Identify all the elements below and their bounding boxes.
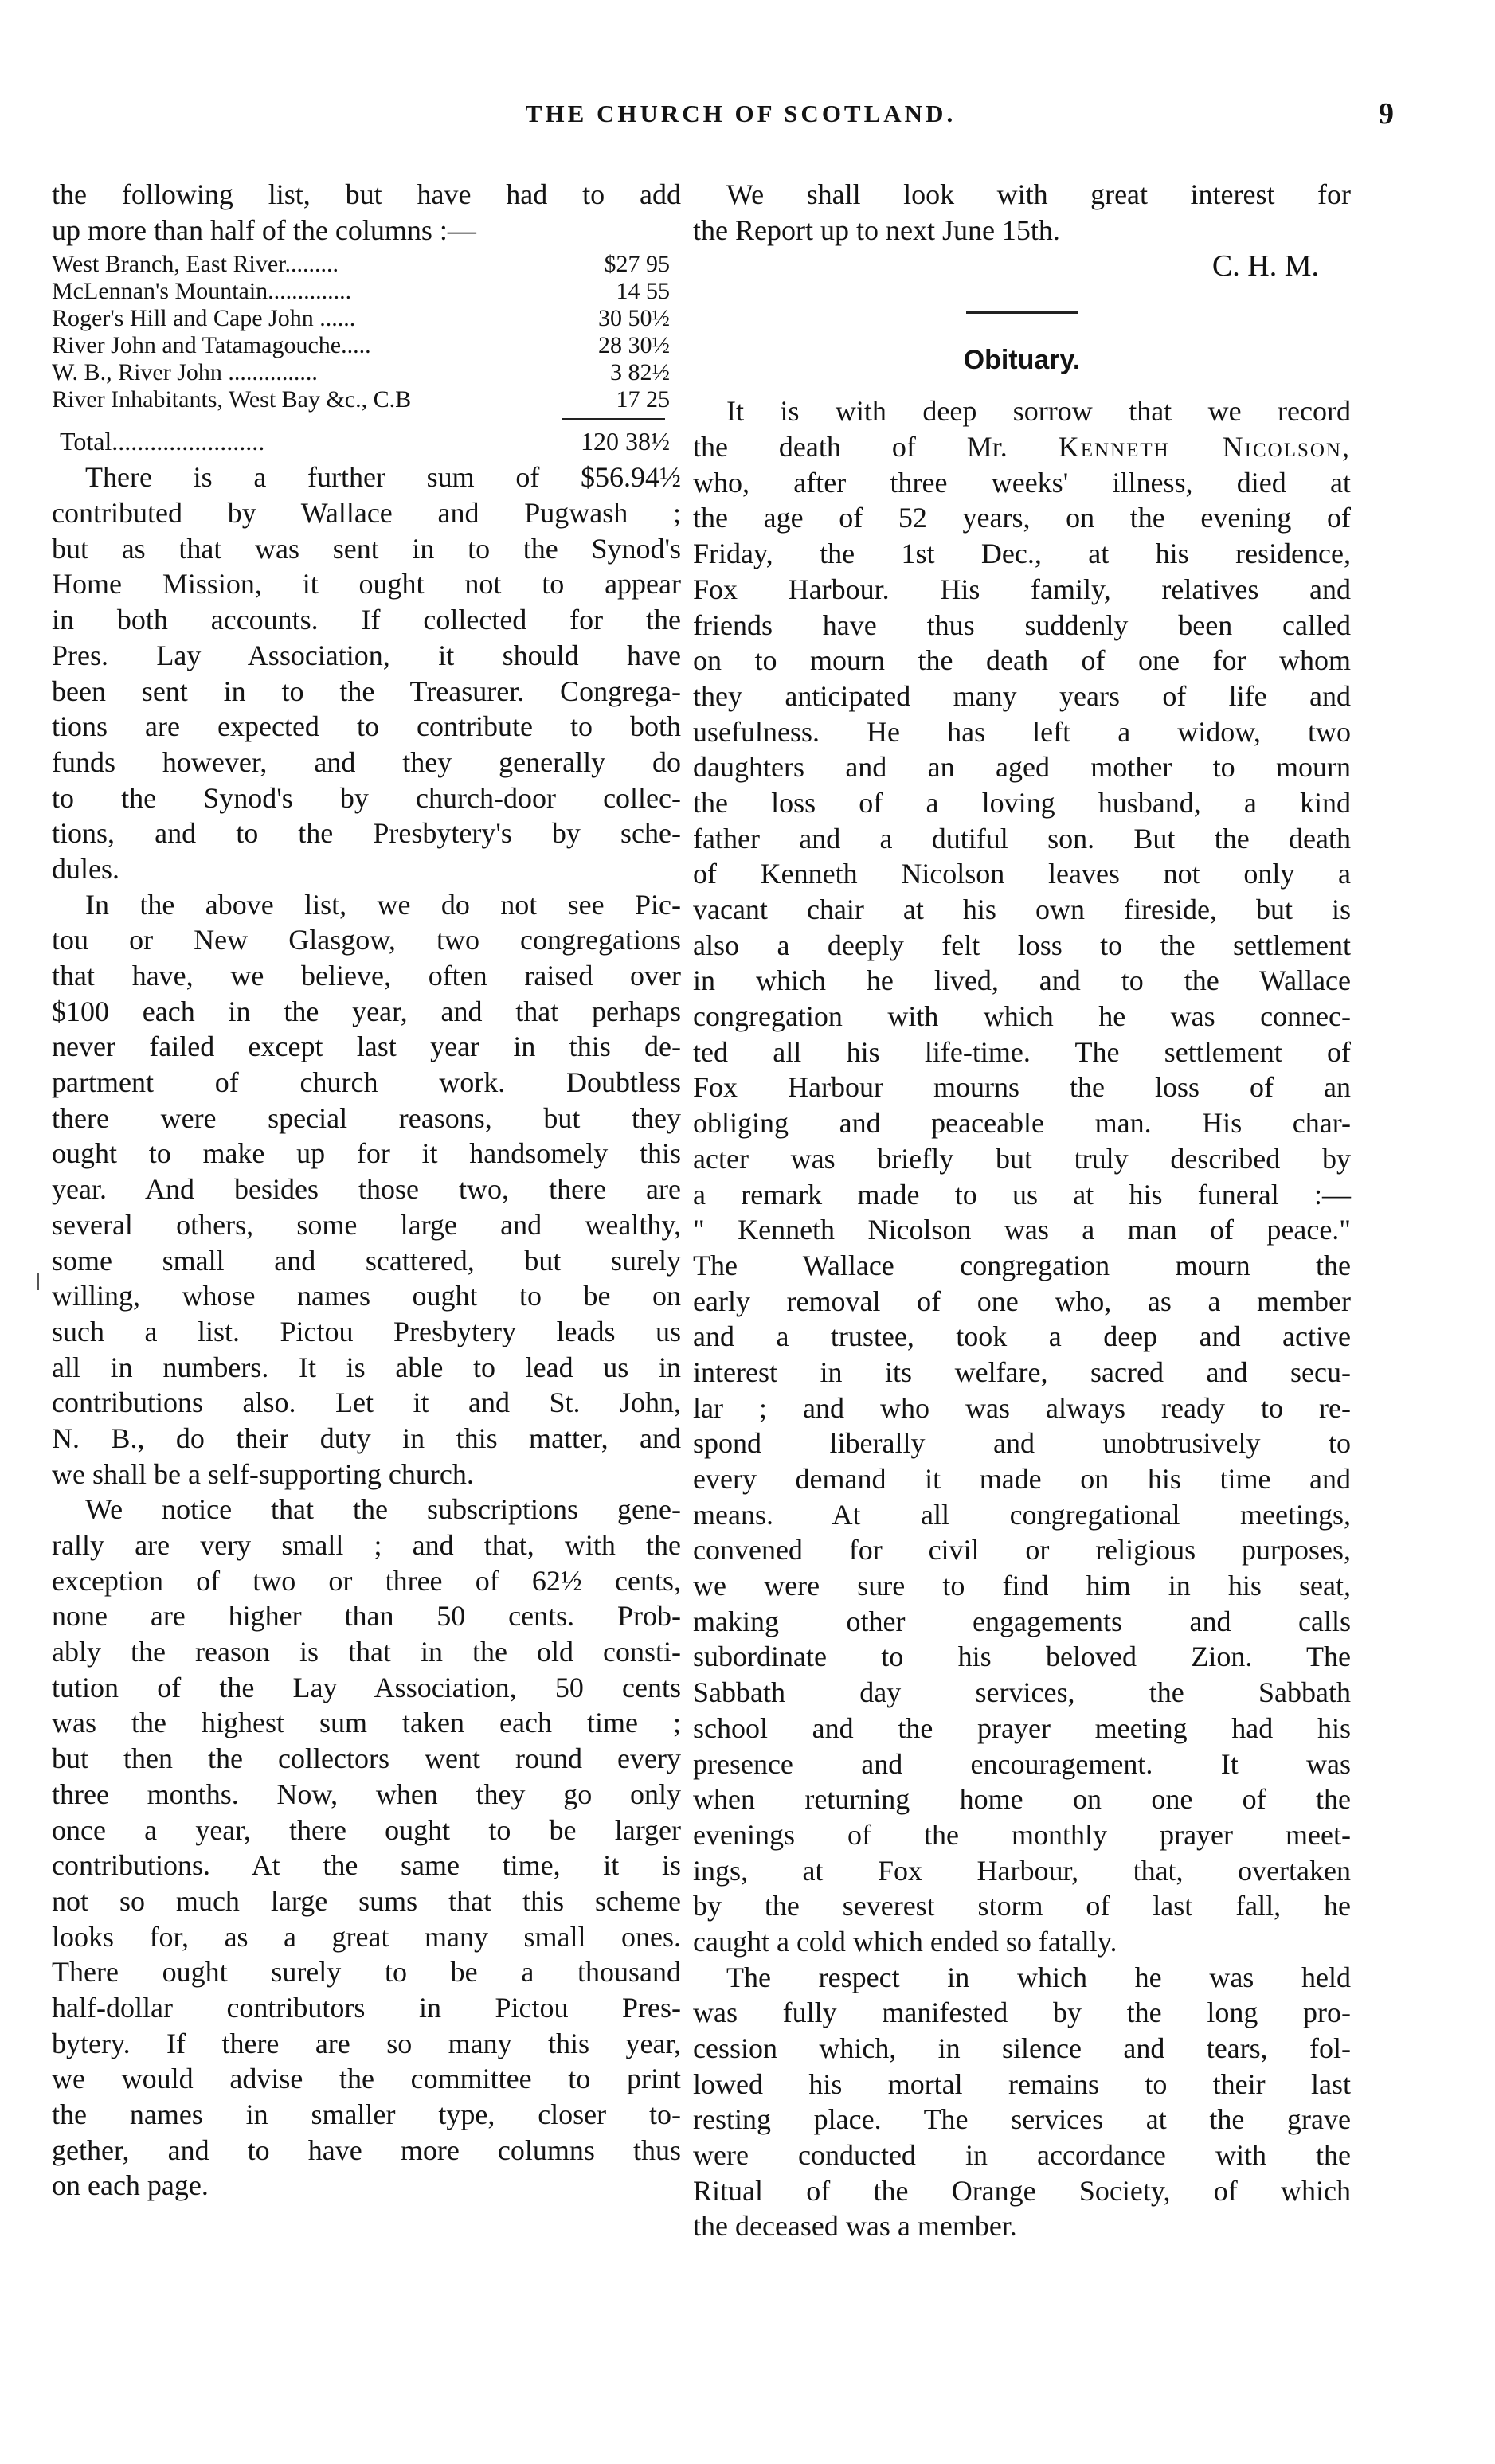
text-line: the following list, but have had to add bbox=[52, 178, 681, 210]
amount: 17 25 bbox=[616, 386, 670, 413]
congregation-name: River John and Tatamagouche..... bbox=[52, 332, 371, 359]
text-line: the deceased was a member. bbox=[693, 2210, 1017, 2243]
text-line: such a list. Pictou Presbytery leads us bbox=[52, 1315, 681, 1347]
amount: 3 82½ bbox=[610, 359, 670, 386]
obituary-heading: Obituary. bbox=[963, 345, 1081, 376]
text-line: contributed by Wallace and Pugwash ; bbox=[52, 497, 681, 530]
text-line: but as that was sent in to the Synod's bbox=[52, 532, 681, 565]
text-line: subordinate to his beloved Zion. The bbox=[693, 1641, 1351, 1673]
text-line: tions are expected to contribute to both bbox=[52, 710, 681, 743]
amount: 30 50½ bbox=[598, 305, 670, 332]
paragraph bbox=[52, 1492, 681, 2204]
obituary-paragraph bbox=[693, 393, 1351, 1959]
text-line: cession which, in silence and tears, fol- bbox=[693, 2032, 1351, 2064]
text-line: school and the prayer meeting had his bbox=[693, 1711, 1351, 1744]
text-line: the loss of a loving husband, a kind bbox=[693, 786, 1351, 819]
text-line: on to mourn the death of one for whom bbox=[693, 644, 1351, 677]
text-line: The Wallace congregation mourn the bbox=[693, 1249, 1351, 1281]
text-line: father and a dutiful son. But the death bbox=[693, 822, 1351, 855]
margin-mark bbox=[37, 1273, 39, 1290]
text-line: every demand it made on his time and bbox=[693, 1463, 1351, 1495]
text-line: they anticipated many years of life and bbox=[693, 679, 1351, 712]
text-line: was fully manifested by the long pro- bbox=[693, 1997, 1351, 2029]
text-line: contributions also. Let it and St. John, bbox=[52, 1386, 681, 1419]
text-line: It is with deep sorrow that we record bbox=[726, 395, 1351, 428]
text-line: all in numbers. It is able to lead us in bbox=[52, 1351, 681, 1383]
text-line bbox=[693, 429, 1351, 465]
name-prefix: the death of Mr. bbox=[693, 431, 1059, 463]
text-line: tions, and to the Presbytery's by sche- bbox=[52, 817, 681, 850]
text-line: year. And besides those two, there are bbox=[52, 1173, 681, 1206]
text-line: up more than half of the columns :— bbox=[52, 213, 476, 246]
text-line: lar ; and who was always ready to re- bbox=[693, 1391, 1351, 1424]
signature: C. H. M. bbox=[1211, 249, 1319, 284]
deceased-name: Kenneth Nicolson, bbox=[1058, 431, 1351, 463]
text-line: interest in its welfare, sacred and secu- bbox=[693, 1355, 1351, 1388]
amount: 14 55 bbox=[616, 278, 670, 305]
text-line: by the severest storm of last fall, he bbox=[693, 1890, 1351, 1922]
text-line: a remark made to us at his funeral :— bbox=[693, 1178, 1351, 1210]
text-line: in which he lived, and to the Wallace bbox=[693, 964, 1351, 997]
text-line: resting place. The services at the grave bbox=[693, 2103, 1351, 2136]
text-line: tution of the Lay Association, 50 cents bbox=[52, 1671, 681, 1703]
paragraph bbox=[52, 460, 681, 886]
total-label: Total........................ bbox=[60, 427, 265, 456]
text-line: there were special reasons, but they bbox=[52, 1101, 681, 1134]
text-line: when returning home on one of the bbox=[693, 1783, 1351, 1816]
text-line: was the highest sum taken each time ; bbox=[52, 1707, 681, 1739]
text-line: the Report up to next June 15th. bbox=[693, 213, 1060, 246]
text-line: N. B., do their duty in this matter, and bbox=[52, 1422, 681, 1454]
text-line: half-dollar contributors in Pictou Pres- bbox=[52, 1991, 681, 2024]
congregation-name: West Branch, East River......... bbox=[52, 251, 339, 278]
text-line: Sabbath day services, the Sabbath bbox=[693, 1676, 1351, 1709]
text-line: means. At all congregational meetings, bbox=[693, 1498, 1351, 1531]
text-line: obliging and peaceable man. His char- bbox=[693, 1107, 1351, 1140]
text-line: of Kenneth Nicolson leaves not only a bbox=[693, 858, 1351, 890]
intro-text bbox=[52, 177, 681, 248]
text-line: willing, whose names ought to be on bbox=[52, 1280, 681, 1312]
total-rule bbox=[562, 418, 665, 420]
table-row bbox=[52, 278, 681, 305]
text-line: several others, some large and wealthy, bbox=[52, 1208, 681, 1241]
table-row bbox=[52, 332, 681, 359]
text-line: " Kenneth Nicolson was a man of peace." bbox=[693, 1214, 1351, 1246]
obituary-paragraph bbox=[693, 1960, 1351, 2245]
text-line: but then the collectors went round every bbox=[52, 1742, 681, 1775]
contribution-table bbox=[52, 251, 681, 460]
amount: 28 30½ bbox=[598, 332, 670, 359]
text-line: never failed except last year in this de- bbox=[52, 1031, 681, 1063]
text-line: funds however, and they generally do bbox=[52, 745, 681, 778]
text-line: There is a further sum of $56.94½ bbox=[85, 461, 681, 494]
text-line: congregation with which he was connec- bbox=[693, 1000, 1351, 1033]
text-line: and a trustee, took a deep and active bbox=[693, 1320, 1351, 1353]
table-row bbox=[52, 251, 681, 278]
text-line: ted all his life-time. The settlement of bbox=[693, 1035, 1351, 1068]
text-line: the age of 52 years, on the evening of bbox=[693, 502, 1351, 534]
text-line: vacant chair at his own fireside, but is bbox=[693, 894, 1351, 925]
text-line: Home Mission, it ought not to appear bbox=[52, 568, 681, 600]
text-line: in both accounts. If collected for the bbox=[52, 604, 681, 636]
text-line: we shall be a self-supporting church. bbox=[52, 1457, 474, 1490]
text-line: Friday, the 1st Dec., at his residence, bbox=[693, 538, 1351, 570]
text-line: to the Synod's by church-door collec- bbox=[52, 781, 681, 814]
total-amount: 120 38½ bbox=[581, 427, 670, 456]
text-line: We shall look with great interest for bbox=[726, 178, 1351, 210]
right-column bbox=[693, 177, 1351, 2244]
text-line: not so much large sums that this scheme bbox=[52, 1884, 681, 1917]
text-line: evenings of the monthly prayer meet- bbox=[693, 1818, 1351, 1851]
text-line: usefulness. He has left a widow, two bbox=[693, 715, 1351, 748]
text-line: tou or New Glasgow, two congregations bbox=[52, 924, 681, 956]
text-line: we would advise the committee to print bbox=[52, 2063, 681, 2095]
text-line: daughters and an aged mother to mourn bbox=[693, 751, 1351, 784]
page-header bbox=[88, 94, 1394, 142]
page-number: 9 bbox=[1379, 97, 1394, 131]
text-line: making other engagements and calls bbox=[693, 1605, 1351, 1637]
text-line: caught a cold which ended so fatally. bbox=[693, 1925, 1117, 1958]
text-line: There ought surely to be a thousand bbox=[52, 1956, 681, 1989]
text-line: we were sure to find him in his seat, bbox=[693, 1570, 1351, 1602]
text-line: who, after three weeks' illness, died at bbox=[693, 466, 1351, 499]
amount: $27 95 bbox=[604, 251, 670, 278]
text-line: convened for civil or religious purposes, bbox=[693, 1534, 1351, 1566]
table-row bbox=[52, 359, 681, 386]
congregation-name: River Inhabitants, West Bay &c., C.B bbox=[52, 386, 412, 413]
text-line: ably the reason is that in the old consti- bbox=[52, 1636, 681, 1668]
text-line: rally are very small ; and that, with the bbox=[52, 1529, 681, 1561]
closing-paragraph bbox=[693, 177, 1351, 248]
text-line: once a year, there ought to be larger bbox=[52, 1813, 681, 1846]
text-line: acter was briefly but truly described by bbox=[693, 1142, 1351, 1175]
text-line: lowed his mortal remains to their last bbox=[693, 2067, 1351, 2100]
text-line: Fox Harbour mourns the loss of an bbox=[693, 1071, 1351, 1104]
text-line: gether, and to have more columns thus bbox=[52, 2134, 681, 2166]
table-row bbox=[52, 305, 681, 332]
text-line: bytery. If there are so many this year, bbox=[52, 2027, 681, 2059]
text-line: friends have thus suddenly been called bbox=[693, 608, 1351, 641]
text-line: were conducted in accordance with the bbox=[693, 2139, 1351, 2172]
text-line: partment of church work. Doubtless bbox=[52, 1066, 681, 1099]
text-line: Ritual of the Orange Society, of which bbox=[693, 2174, 1351, 2207]
text-line: the names in smaller type, closer to- bbox=[52, 2098, 681, 2130]
running-title: THE CHURCH OF SCOTLAND. bbox=[525, 100, 957, 127]
text-line: Pres. Lay Association, it should have bbox=[52, 639, 681, 671]
text-line: some small and scattered, but surely bbox=[52, 1244, 681, 1277]
text-line: We notice that the subscriptions gene- bbox=[85, 1493, 681, 1526]
text-line: Fox Harbour. His family, relatives and bbox=[693, 573, 1351, 605]
text-line: ings, at Fox Harbour, that, overtaken bbox=[693, 1854, 1351, 1887]
left-column bbox=[52, 177, 681, 2204]
text-line: dules. bbox=[52, 852, 119, 885]
text-line: three months. Now, when they go only bbox=[52, 1778, 681, 1810]
text-line: also a deeply felt loss to the settlement bbox=[693, 929, 1351, 961]
text-line: contributions. At the same time, it is bbox=[52, 1849, 681, 1882]
text-line: spond liberally and unobtrusively to bbox=[693, 1427, 1351, 1460]
text-line: on each page. bbox=[52, 2169, 209, 2202]
text-line: exception of two or three of 62½ cents, bbox=[52, 1564, 681, 1597]
paragraph bbox=[52, 887, 681, 1492]
text-line: that have, we believe, often raised over bbox=[52, 960, 681, 991]
congregation-name: Roger's Hill and Cape John ...... bbox=[52, 305, 356, 332]
congregation-name: McLennan's Mountain.............. bbox=[52, 278, 352, 305]
text-line: presence and encouragement. It was bbox=[693, 1747, 1351, 1780]
text-line: In the above list, we do not see Pic- bbox=[85, 888, 681, 921]
text-line: been sent in to the Treasurer. Congrega- bbox=[52, 675, 681, 707]
congregation-name: W. B., River John ............... bbox=[52, 359, 318, 386]
text-line: ought to make up for it handsomely this bbox=[52, 1137, 681, 1170]
total-row bbox=[52, 423, 681, 460]
text-line: The respect in which he was held bbox=[726, 1961, 1351, 1993]
section-divider bbox=[966, 311, 1078, 314]
table-row bbox=[52, 386, 681, 413]
text-line: $100 each in the year, and that perhaps bbox=[52, 995, 681, 1027]
text-line: early removal of one who, as a member bbox=[693, 1285, 1351, 1317]
text-line: none are higher than 50 cents. Prob- bbox=[52, 1600, 681, 1633]
text-line: looks for, as a great many small ones. bbox=[52, 1920, 681, 1953]
